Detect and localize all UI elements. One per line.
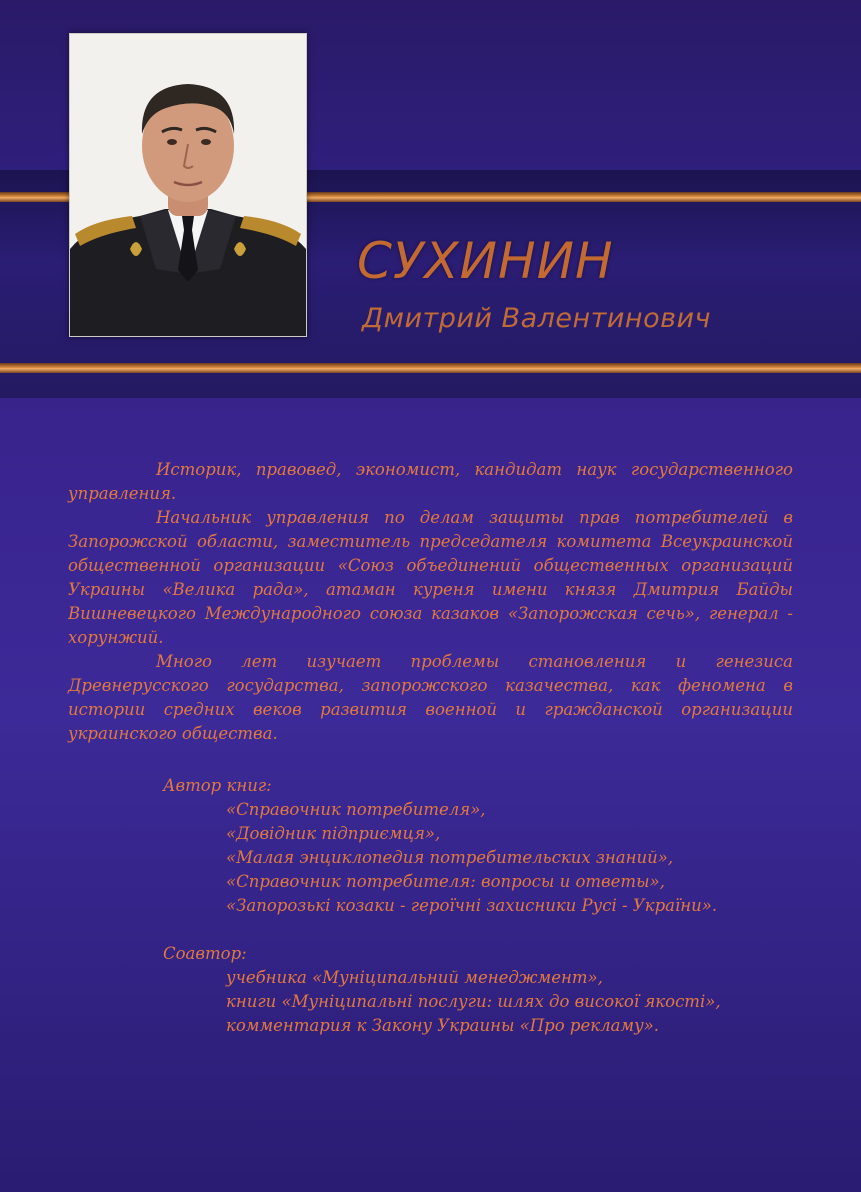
bio-paragraph: Начальник управления по делам защиты прав потребителей в Запорожской области, заместитель председателя комитета Всеукраинской общественной организации «Союз объединений общественных организаций Украины «Велика рада», атаман куреня имени князя Дмитрия Байды Вишневецкого Международного союза казаков «Запорожская сечь», генерал - хорунжий. <box>68 508 793 647</box>
spacer <box>68 918 793 942</box>
coauthor-label: Соавтор: <box>163 944 247 963</box>
author-surname: СУХИНИН <box>357 232 614 290</box>
bio-paragraph: Много лет изучает проблемы становления и генезиса Древнерусского государства, запорожского казачества, как феномена в истории средних веков развития военной и гражданской организации украинского общества. <box>68 652 793 743</box>
coauthor-item: книги «Муніципальні послуги: шлях до високої якості», <box>226 992 721 1011</box>
bio-paragraph: Историк, правовед, экономист, кандидат наук государственного управления. <box>68 460 793 503</box>
gold-rule-bottom <box>0 363 861 373</box>
coauthor-list <box>68 942 793 1038</box>
author-portrait <box>69 33 307 337</box>
biography-block <box>68 458 793 1038</box>
book-item: «Справочник потребителя: вопросы и ответы», <box>226 872 665 891</box>
book-item: «Малая энциклопедия потребительских знаний», <box>226 848 674 867</box>
portrait-illustration <box>70 34 306 336</box>
book-item: «Довідник підприємця», <box>226 824 441 843</box>
books-label: Автор книг: <box>163 776 272 795</box>
books-list <box>68 774 793 918</box>
author-given-names: Дмитрий Валентинович <box>362 303 712 334</box>
coauthor-item: учебника «Муніципальний менеджмент», <box>226 968 603 987</box>
book-item: «Справочник потребителя», <box>226 800 486 819</box>
coauthor-item: комментария к Закону Украины «Про рекламу». <box>226 1016 660 1035</box>
book-item: «Запорозькі козаки - героїчні захисники Русі - України». <box>226 896 718 915</box>
